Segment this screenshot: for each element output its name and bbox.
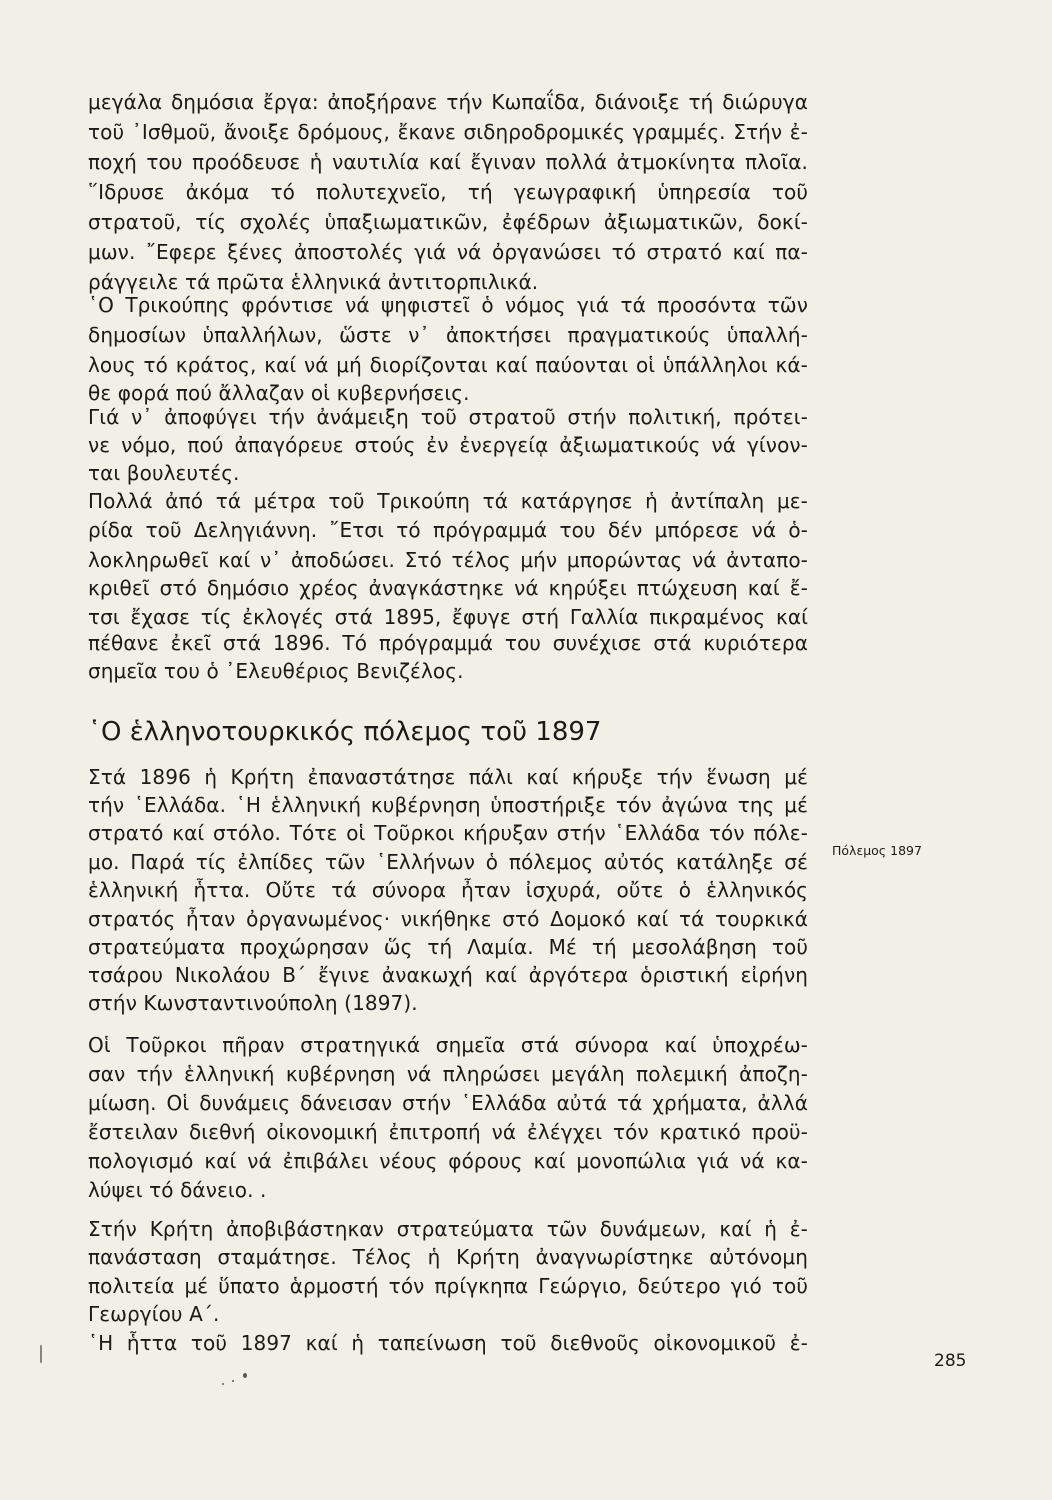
text-line: τοῦ ᾿Ισθμοῦ, ἄνοιξε δρόμους, ἔκανε σιδηροδρομικές γραμμές. Στήν ἐ- (88, 120, 808, 144)
text-line: τήν ῾Ελλάδα. ῾Η ἑλληνική κυβέρνηση ὑποστήριξε τόν ἀγώνα της μέ (88, 793, 808, 817)
text-line: Οἱ Τοῦρκοι πῆραν στρατηγικά σημεῖα στά σύνορα καί ὑποχρέω- (88, 1033, 808, 1057)
scan-speck (222, 1383, 224, 1385)
text-line: τσι ἔχασε τίς ἐκλογές στά 1895, ἔφυγε στή Γαλλία πικραμένος καί (88, 605, 808, 629)
page-number: 285 (934, 1351, 967, 1371)
margin-note: Πόλεμος 1897 (832, 843, 922, 858)
section-heading: ῾Ο ἑλληνοτουρκικός πόλεμος τοῦ 1897 (88, 717, 602, 747)
text-line: πολιτεία μέ ὕπατο ἁρμοστή τόν πρίγκηπα Γεώργιο, δεύτερο γιό τοῦ (88, 1274, 808, 1298)
text-line: σαν τήν ἑλληνική κυβέρνηση νά πληρώσει μεγάλη πολεμική ἀποζη- (88, 1062, 808, 1086)
text-line: στρατό καί στόλο. Τότε οἱ Τοῦρκοι κήρυξαν στήν ῾Ελλάδα τόν πόλε- (88, 821, 808, 845)
text-line: Πολλά ἀπό τά μέτρα τοῦ Τρικούπη τά κατάργησε ἡ ἀντίπαλη με- (88, 489, 808, 513)
text-line: στρατός ἦταν ὀργανωμένος· νικήθηκε στό Δομοκό καί τά τουρκικά (88, 907, 808, 931)
text-line: στρατεύματα προχώρησαν ὥς τή Λαμία. Μέ τή μεσολάβηση τοῦ (88, 935, 808, 959)
text-line: Στά 1896 ἡ Κρήτη ἐπαναστάτησε πάλι καί κήρυξε τήν ἕνωση μέ (88, 765, 808, 789)
text-line: ται βουλευτές. (88, 461, 240, 485)
text-line: ράγγειλε τά πρῶτα ἑλληνικά ἀντιτορπιλικά. (88, 270, 539, 294)
text-line: πολογισμό καί νά ἐπιβάλει νέους φόρους καί μονοπώλια γιά νά κα- (88, 1149, 808, 1173)
text-line: ρίδα τοῦ Δεληγιάννη. ῎Ετσι τό πρόγραμμά του δέν μπόρεσε νά ὁ- (88, 518, 808, 542)
text-line: τσάρου Νικολάου Β΄ ἔγινε ἀνακωχή καί ἀργότερα ὁριστική εἰρήνη (88, 963, 808, 987)
text-line: Γεωργίου Α΄. (88, 1302, 220, 1326)
scan-speck (232, 1380, 234, 1382)
text-line: λοκληρωθεῖ καί ν᾿ ἀποδώσει. Στό τέλος μήν μπορώντας νά ἀνταπο- (88, 548, 808, 572)
text-line: ἔστειλαν διεθνή οἰκονομική ἐπιτροπή νά ἐλέγχει τόν κρατικό προϋ- (88, 1120, 808, 1144)
text-line: Γιά ν᾿ ἀποφύγει τήν ἀνάμειξη τοῦ στρατοῦ στήν πολιτική, πρότει- (88, 405, 808, 429)
text-line: στήν Κωνσταντινούπολη (1897). (88, 991, 418, 1015)
text-line: κριθεῖ στό δημόσιο χρέος ἀναγκάστηκε νά κηρύξει πτώχευση καί ἔ- (88, 576, 808, 600)
text-line: λύψει τό δάνειο. . (88, 1178, 267, 1202)
text-line: πέθανε ἐκεῖ στά 1896. Τό πρόγραμμά του συνέχισε στά κυριότερα (88, 631, 808, 655)
scan-speck (40, 1345, 42, 1363)
text-line: νε νόμο, πού ἀπαγόρευε στούς ἐν ἐνεργείᾳ ἀξιωματικούς νά γίνον- (88, 433, 808, 457)
text-line: ποχή του προόδευσε ἡ ναυτιλία καί ἔγιναν πολλά ἀτμοκίνητα πλοῖα. (88, 150, 808, 174)
text-line: μίωση. Οἱ δυνάμεις δάνεισαν στήν ῾Ελλάδα αὐτά τά χρήματα, ἀλλά (88, 1091, 808, 1115)
scan-speck (243, 1373, 247, 1378)
text-line: λους τό κράτος, καί νά μή διορίζονται καί παύονται οἱ ὑπάλληλοι κά- (88, 353, 808, 377)
text-line: σημεῖα του ὁ ᾿Ελευθέριος Βενιζέλος. (88, 659, 464, 683)
text-line: ῞Ιδρυσε ἀκόμα τό πολυτεχνεῖο, τή γεωγραφική ὑπηρεσία τοῦ (88, 180, 808, 204)
text-line: πανάσταση σταμάτησε. Τέλος ἡ Κρήτη ἀναγνωρίστηκε αὐτόνομη (88, 1245, 808, 1269)
text-line: ῾Ο Τρικούπης φρόντισε νά ψηφιστεῖ ὁ νόμος γιά τά προσόντα τῶν (88, 293, 808, 317)
text-line: ῾Η ἧττα τοῦ 1897 καί ἡ ταπείνωση τοῦ διεθνοῦς οἰκονομικοῦ ἐ- (88, 1331, 808, 1355)
text-line: δημοσίων ὑπαλλήλων, ὥστε ν᾿ ἀποκτήσει πραγματικούς ὑπαλλή- (88, 323, 808, 347)
text-line: μων. ῎Εφερε ξένες ἀποστολές γιά νά ὀργανώσει τό στρατό καί πα- (88, 240, 808, 264)
text-line: ἑλληνική ἧττα. Οὔτε τά σύνορα ἦταν ἰσχυρά, οὔτε ὁ ἑλληνικός (88, 878, 808, 902)
text-line: θε φορά πού ἄλλαζαν οἱ κυβερνήσεις. (88, 381, 470, 405)
text-line: μο. Παρά τίς ἐλπίδες τῶν ῾Ελλήνων ὁ πόλεμος αὐτός κατάληξε σέ (88, 850, 808, 874)
text-line: μεγάλα δημόσια ἔργα: ἀποξήρανε τήν Κωπαΐδα, διάνοιξε τή διώρυγα (88, 90, 808, 114)
text-line: Στήν Κρήτη ἀποβιβάστηκαν στρατεύματα τῶν δυνάμεων, καί ἡ ἐ- (88, 1217, 808, 1241)
text-line: στρατοῦ, τίς σχολές ὑπαξιωματικῶν, ἐφέδρων ἀξιωματικῶν, δοκί- (88, 210, 808, 234)
